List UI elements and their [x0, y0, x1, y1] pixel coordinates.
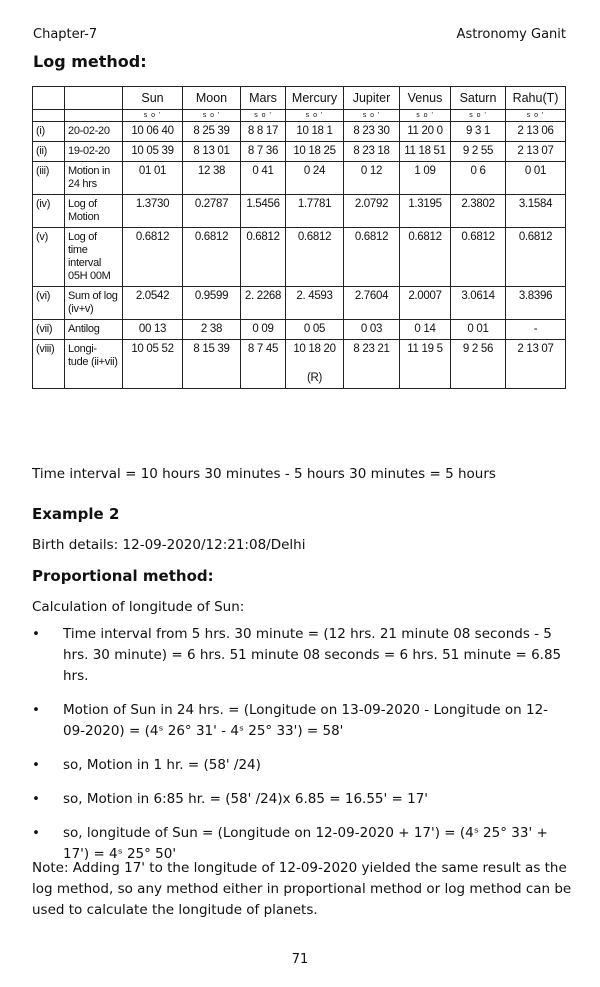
cell-value: 8 8 17	[247, 125, 279, 137]
table-cell	[451, 320, 506, 340]
table-cell	[400, 122, 451, 142]
table-cell	[451, 122, 506, 142]
table-cell	[451, 162, 506, 195]
cell-value: 0.6812	[246, 231, 280, 243]
table-cell	[286, 162, 344, 195]
cell-value: 2.0542	[135, 290, 170, 302]
bullet-icon: •	[32, 825, 40, 841]
table-cell	[123, 142, 183, 162]
step-text: so, Motion in 6:85 hr. = (58' /24)x 6.85 = 16.55' = 17'	[63, 791, 429, 807]
table-cell	[241, 195, 286, 228]
cell-value: 1.7781	[297, 198, 332, 210]
bullet-icon: •	[32, 791, 40, 807]
units-blank	[65, 110, 123, 122]
cell-value: 9 2 55	[462, 145, 494, 157]
cell-value: 11 19 5	[407, 343, 443, 355]
cell-value: 9 3 1	[465, 125, 491, 137]
row-number: (i)	[33, 122, 65, 142]
table-cell	[344, 142, 400, 162]
table-cell	[183, 320, 241, 340]
row-number: (v)	[33, 228, 65, 287]
cell-value: 10 18 25	[293, 145, 336, 157]
header-blank	[33, 87, 65, 110]
table-cell	[451, 228, 506, 287]
table-cell	[506, 122, 566, 142]
table-row	[33, 162, 566, 195]
cell-value: 8 13 01	[193, 145, 230, 157]
table-cell	[451, 195, 506, 228]
cell-value: 0.9599	[194, 290, 229, 302]
step-text: Motion of Sun in 24 hrs. = (Longitude on 13-09-2020 - Longitude on 12-09-2020) = (4ˢ 26° 31' - 4ˢ 25° 33') = 58'	[63, 702, 549, 739]
table-cell	[400, 287, 451, 320]
table-cell	[344, 162, 400, 195]
table-cell	[286, 142, 344, 162]
table-cell	[506, 228, 566, 287]
cell-value: 1.5456	[246, 198, 280, 210]
note-paragraph: Note: Adding 17' to the longitude of 12-09-2020 yielded the same result as the log method, so any method either in proportional method or log method can be used to calculate the longitude of planets.	[32, 860, 572, 918]
column-header: Rahu(T)	[506, 87, 566, 110]
cell-value: 0.6812	[518, 231, 553, 243]
cell-value: 1.3195	[408, 198, 442, 210]
cell-value: 2.0007	[408, 290, 442, 302]
cell-value: 9 2 56	[462, 343, 494, 355]
cell-value: 8 7 36	[247, 145, 279, 157]
cell-value: 0 05	[303, 323, 326, 335]
cell-value: 0.6812	[354, 231, 389, 243]
cell-value: 0 14	[414, 323, 436, 335]
row-number: (vii)	[33, 320, 65, 340]
cell-value: 0 01	[524, 165, 547, 177]
table-cell	[286, 195, 344, 228]
cell-value: 1.3730	[135, 198, 170, 210]
table-row	[33, 320, 566, 340]
units-blank	[33, 110, 65, 122]
cell-value: 0.6812	[461, 231, 495, 243]
bullet-icon: •	[32, 626, 40, 642]
table-cell	[400, 195, 451, 228]
column-header: Venus	[400, 87, 451, 110]
table-cell	[506, 162, 566, 195]
step-text: so, Motion in 1 hr. = (58' /24)	[63, 757, 261, 773]
table-cell	[183, 162, 241, 195]
unit-label: s o '	[344, 110, 400, 122]
units-row	[33, 110, 566, 122]
time-interval-text: Time interval = 10 hours 30 minutes - 5 hours 30 minutes = 5 hours	[32, 466, 496, 482]
cell-value: 0.2787	[194, 198, 229, 210]
table-cell	[344, 320, 400, 340]
cell-value: 8 23 18	[353, 145, 390, 157]
row-label: 20-02-20	[65, 122, 123, 142]
chapter-label: Chapter-7	[33, 27, 98, 42]
calculation-steps	[32, 624, 570, 878]
cell-value: 8 7 45	[247, 343, 279, 355]
cell-value: 0 01	[467, 323, 489, 335]
table-cell	[400, 142, 451, 162]
cell-value: 11 18 51	[404, 145, 446, 157]
planet-longitude-table	[32, 86, 566, 389]
table-cell	[241, 142, 286, 162]
table-cell	[506, 287, 566, 320]
cell-value: 0 24	[303, 165, 326, 177]
table-row	[33, 142, 566, 162]
cell-value: 0.6812	[297, 231, 332, 243]
cell-value: 2 13 07	[517, 145, 554, 157]
table-cell	[241, 340, 286, 389]
cell-value: 12 38	[197, 165, 226, 177]
retrograde-note: (R)	[306, 372, 323, 384]
unit-label: s o '	[286, 110, 344, 122]
row-label: Log of Motion	[65, 195, 123, 228]
cell-value: -	[533, 323, 538, 335]
table-cell	[400, 320, 451, 340]
cell-value: 0 41	[252, 165, 274, 177]
table-cell	[123, 340, 183, 389]
column-header: Moon	[183, 87, 241, 110]
cell-value: 2. 4593	[296, 290, 333, 302]
row-label: 19-02-20	[65, 142, 123, 162]
table-cell	[183, 287, 241, 320]
unit-label: s o '	[183, 110, 241, 122]
table-row	[33, 287, 566, 320]
book-title: Astronomy Ganit	[456, 27, 566, 42]
table-cell	[183, 340, 241, 389]
table-cell	[400, 162, 451, 195]
row-label: Motion in 24 hrs	[65, 162, 123, 195]
cell-value: 10 05 52	[131, 343, 174, 355]
table-cell	[183, 195, 241, 228]
table-cell	[344, 287, 400, 320]
cell-value: 00 13	[138, 323, 167, 335]
header-blank	[65, 87, 123, 110]
table-row	[33, 228, 566, 287]
cell-value: 2 13 06	[517, 125, 554, 137]
column-header: Saturn	[451, 87, 506, 110]
table-cell	[506, 195, 566, 228]
cell-value: 0 12	[360, 165, 383, 177]
table-cell	[451, 287, 506, 320]
table-cell	[241, 320, 286, 340]
cell-value: 2 38	[200, 323, 223, 335]
cell-value: 8 25 39	[193, 125, 230, 137]
cell-value: 8 15 39	[193, 343, 230, 355]
table-cell	[344, 340, 400, 389]
table-row	[33, 122, 566, 142]
unit-label: s o '	[123, 110, 183, 122]
table-cell	[241, 122, 286, 142]
table-row	[33, 195, 566, 228]
unit-label: s o '	[506, 110, 566, 122]
cell-value: 10 05 39	[131, 145, 174, 157]
table-cell	[286, 320, 344, 340]
row-number: (viii)	[33, 340, 65, 389]
step-text: so, longitude of Sun = (Longitude on 12-09-2020 + 17') = (4ˢ 25° 33' + 17') = 4ˢ 25° 50'	[63, 825, 548, 862]
row-number: (ii)	[33, 142, 65, 162]
table-cell	[123, 228, 183, 287]
list-item	[32, 755, 570, 776]
cell-value: 0 09	[252, 323, 274, 335]
table-cell	[286, 287, 344, 320]
cell-value: 3.0614	[461, 290, 495, 302]
list-item	[32, 700, 570, 742]
row-number: (iii)	[33, 162, 65, 195]
cell-value: 01 01	[138, 165, 167, 177]
table-body	[33, 122, 566, 389]
table-cell	[183, 228, 241, 287]
calculation-title: Calculation of longitude of Sun:	[32, 599, 245, 615]
table-cell	[344, 228, 400, 287]
cell-value: 3.8396	[518, 290, 553, 302]
table-cell	[241, 287, 286, 320]
bullet-icon: •	[32, 702, 40, 718]
table-cell	[344, 195, 400, 228]
cell-value: 11 20 0	[407, 125, 443, 137]
table-cell	[241, 162, 286, 195]
cell-value: 2. 2268	[244, 290, 282, 302]
unit-label: s o '	[400, 110, 451, 122]
page-number: 71	[291, 952, 309, 967]
cell-value: 0.6812	[408, 231, 442, 243]
list-item	[32, 624, 570, 687]
row-label: Sum of log (iv+v)	[65, 287, 123, 320]
cell-value: 0 6	[470, 165, 486, 177]
proportional-method-heading: Proportional method:	[32, 567, 214, 585]
cell-value: 0.6812	[194, 231, 229, 243]
cell-value: 1 09	[414, 165, 436, 177]
cell-value: 0.6812	[135, 231, 170, 243]
table-cell	[241, 228, 286, 287]
cell-value: 3.1584	[518, 198, 553, 210]
row-number: (iv)	[33, 195, 65, 228]
table-cell	[123, 287, 183, 320]
row-label: Longi- tude (ii+vii)	[65, 340, 123, 389]
unit-label: s o '	[451, 110, 506, 122]
table-row	[33, 340, 566, 389]
table-cell	[506, 320, 566, 340]
column-header: Sun	[123, 87, 183, 110]
list-item	[32, 789, 570, 810]
table-cell	[506, 142, 566, 162]
table-cell	[183, 142, 241, 162]
cell-value: 10 06 40	[131, 125, 174, 137]
table-cell	[286, 340, 344, 389]
bullet-icon: •	[32, 757, 40, 773]
cell-value: 10 18 20	[293, 343, 336, 355]
table-cell	[506, 340, 566, 389]
table-cell	[286, 122, 344, 142]
table-cell	[286, 228, 344, 287]
row-label: Antilog	[65, 320, 123, 340]
cell-value: 2.3802	[461, 198, 495, 210]
table-cell	[344, 122, 400, 142]
cell-value: 8 23 21	[353, 343, 390, 355]
column-header: Mercury	[286, 87, 344, 110]
row-label: Log of time interval 05H 00M	[65, 228, 123, 287]
table-cell	[451, 142, 506, 162]
cell-value: 8 23 30	[353, 125, 390, 137]
column-header: Jupiter	[344, 87, 400, 110]
table-header-row	[33, 87, 566, 110]
cell-value: 2 13 07	[517, 343, 554, 355]
table-cell	[123, 320, 183, 340]
column-header: Mars	[241, 87, 286, 110]
row-number: (vi)	[33, 287, 65, 320]
unit-label: s o '	[241, 110, 286, 122]
birth-details: Birth details: 12-09-2020/12:21:08/Delhi	[32, 537, 306, 553]
cell-value: 10 18 1	[296, 125, 333, 137]
table-cell	[123, 162, 183, 195]
table-cell	[400, 340, 451, 389]
log-method-heading: Log method:	[33, 52, 147, 71]
cell-value: 2.0792	[354, 198, 389, 210]
table-cell	[123, 195, 183, 228]
table-cell	[451, 340, 506, 389]
cell-value: 0 03	[360, 323, 383, 335]
table-cell	[400, 228, 451, 287]
example-2-heading: Example 2	[32, 505, 120, 523]
table-cell	[123, 122, 183, 142]
step-text: Time interval from 5 hrs. 30 minute = (12 hrs. 21 minute 08 seconds - 5 hrs. 30 minute) = 6 hrs. 51 minute 08 seconds = 6 hrs. 51 minute = 6.85 hrs.	[63, 626, 562, 684]
cell-value: 2.7604	[354, 290, 389, 302]
table-cell	[183, 122, 241, 142]
